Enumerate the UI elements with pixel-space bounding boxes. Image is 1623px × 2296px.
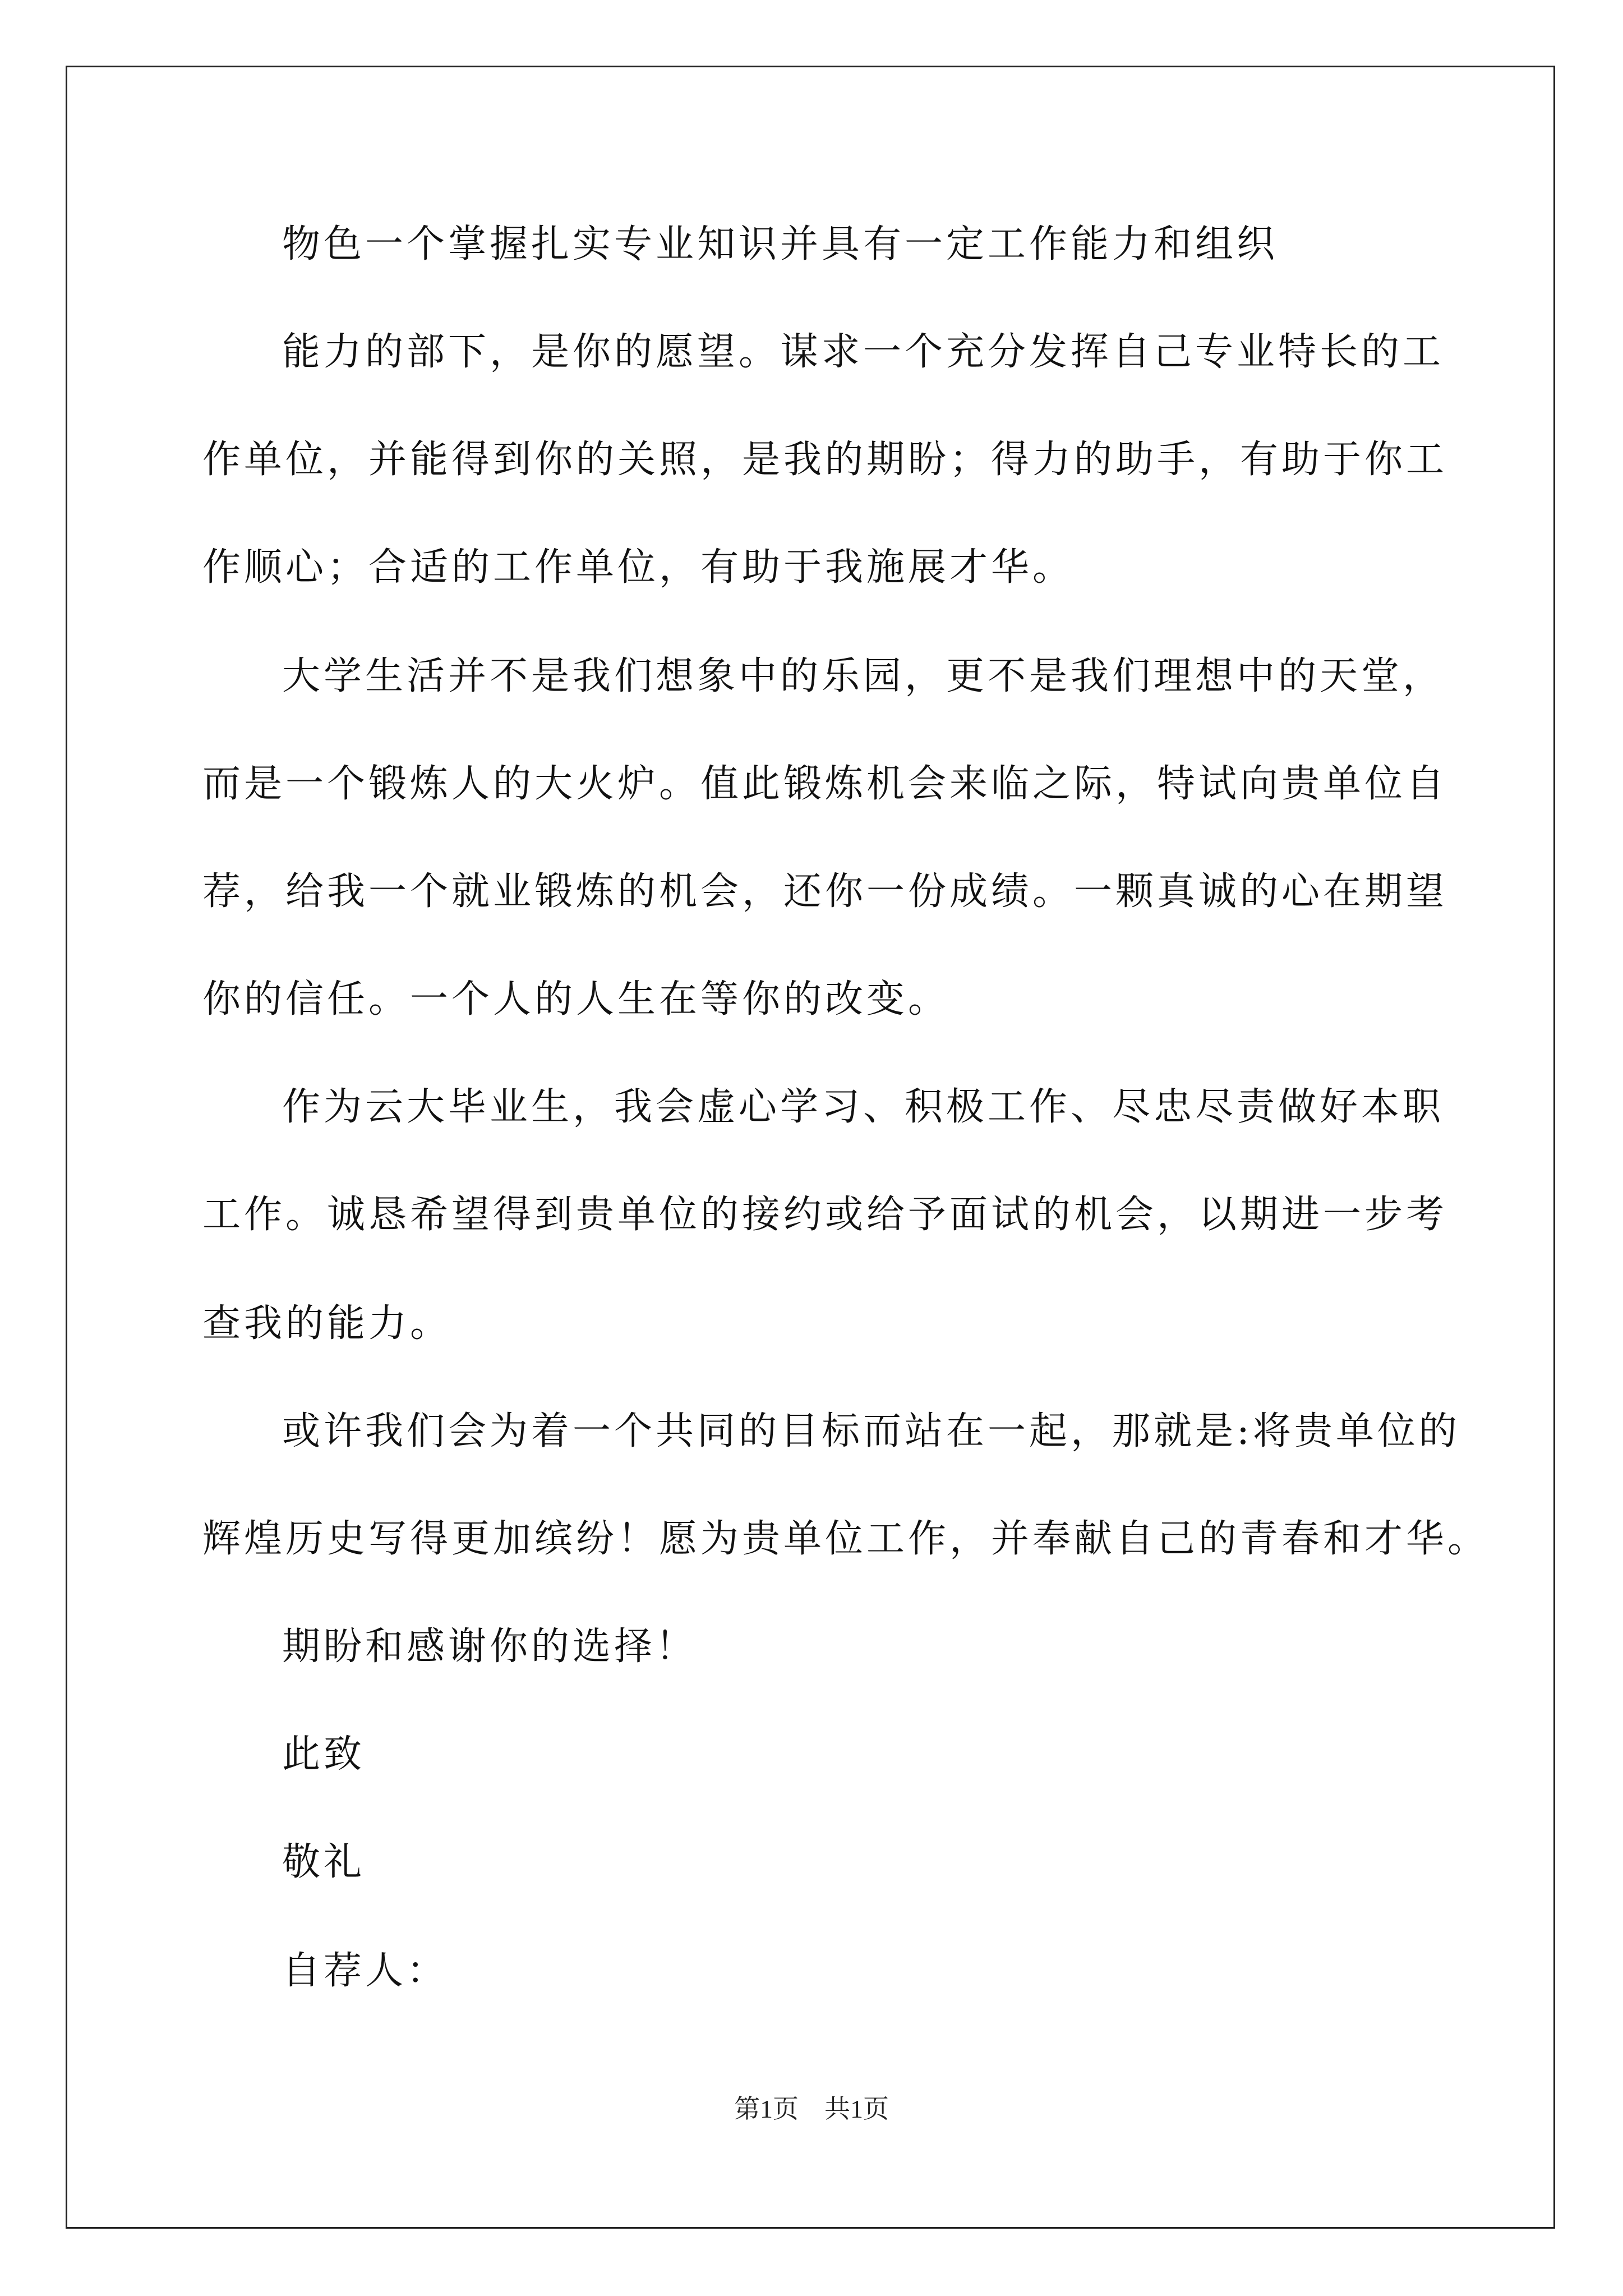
page-total: 共1页 [824,2095,889,2123]
text-line: 物色一个掌握扎实专业知识并具有一定工作能力和组织 [282,222,1279,266]
text-line: 你的信任。一个人的人生在等你的改变。 [202,977,950,1022]
text-line: 作为云大毕业生，我会虚心学习、积极工作、尽忠尽责做好本职 [282,1085,1445,1129]
text-line: 自荐人： [282,1949,449,1993]
page-number: 第1页 [734,2095,799,2123]
text-line: 查我的能力。 [202,1301,452,1346]
text-line: 工作。诚恳希望得到贵单位的接约或给予面试的机会，以期进一步考 [202,1193,1448,1237]
text-line: 荐，给我一个就业锻炼的机会，还你一份成绩。一颗真诚的心在期望 [202,869,1448,914]
page-border [66,66,1555,2229]
text-line: 作顺心；合适的工作单位，有助于我施展才华。 [202,545,1075,590]
text-line: 能力的部下，是你的愿望。谋求一个充分发挥自己专业特长的工 [282,330,1445,374]
page-footer [0,2092,1623,2126]
text-line: 或许我们会为着一个共同的目标而站在一起，那就是:将贵单位的 [282,1409,1460,1453]
text-line: 而是一个锻炼人的大火炉。值此锻炼机会来临之际，特试向贵单位自 [202,762,1448,806]
text-line: 辉煌历史写得更加缤纷！愿为贵单位工作，并奉献自己的青春和才华。 [202,1517,1490,1561]
text-line: 期盼和感谢你的选择！ [282,1625,698,1669]
text-line: 作单位，并能得到你的关照，是我的期盼；得力的助手，有助于你工 [202,438,1448,482]
text-line: 此致 [282,1732,366,1777]
text-line: 大学生活并不是我们想象中的乐园，更不是我们理想中的天堂， [282,654,1445,698]
text-line: 敬礼 [282,1840,366,1884]
